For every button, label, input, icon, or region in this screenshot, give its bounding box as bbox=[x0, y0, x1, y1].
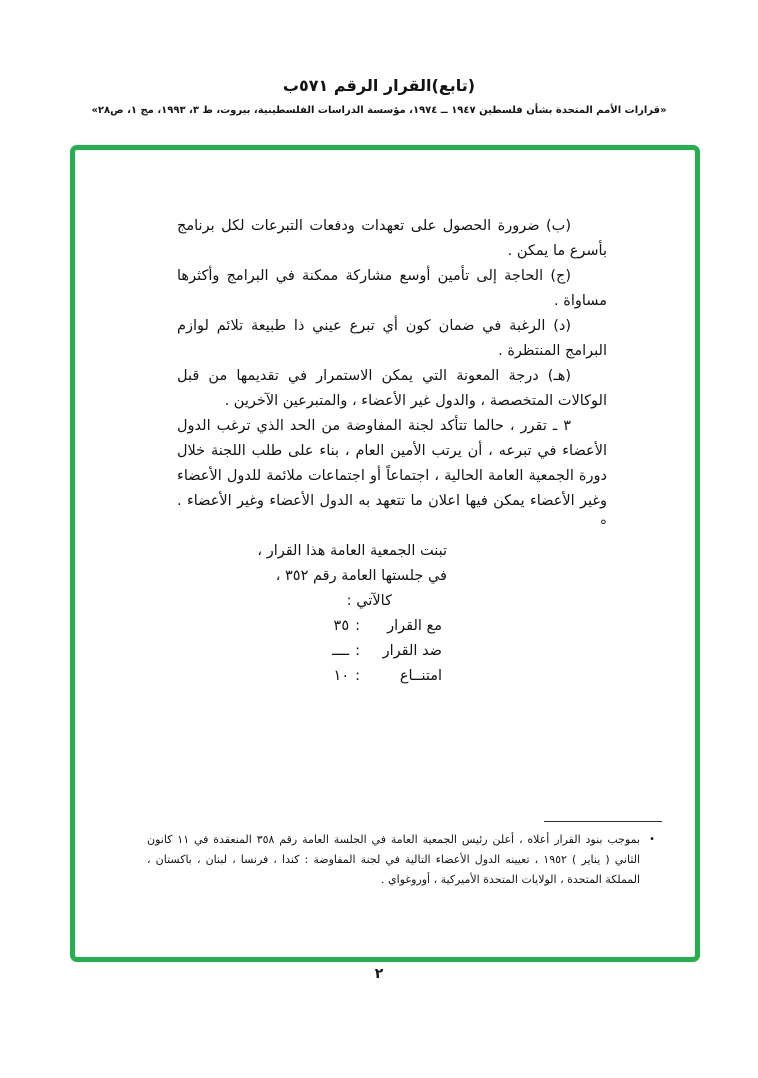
vote-row-abstain bbox=[177, 664, 442, 689]
paragraph-b: (ب) ضرورة الحصول على تعهدات ودفعات التبرعات لكل برنامج بأسرع ما يمكن . bbox=[177, 218, 607, 259]
vote-against-colon: : bbox=[355, 643, 360, 659]
vote-against-value: ــــ bbox=[332, 643, 350, 659]
vote-row-against bbox=[177, 639, 442, 664]
paragraph-h: (هـ) درجة المعونة التي يمكن الاستمرار في تقديمها من قبل الوكالات المتخصصة ، والدول غير الأعضاء ، والمتبرعين الآخرين . bbox=[177, 368, 607, 409]
vote-for-value: ٣٥ bbox=[333, 618, 350, 634]
paragraph-operative-3: ٣ ـ تقرر ، حالما تتأكد لجنة المفاوضة من الحد الذي ترغب الدول الأعضاء في تبرعه ، أن يرتب الأمين العام ، بناء على طلب اللجنة خلال دورة الجمعية العامة الحالية ، اجتماعاً أو اجتماعات ملائمة للدول الأعضاء وغير الأعضاء يمكن فيها اعلان ما تتعهد به الدول الأعضاء وغير الأعضاء . ° bbox=[177, 418, 607, 534]
vote-abstain-value: ١٠ bbox=[333, 668, 350, 684]
vote-abstain-label: امتنــاع bbox=[399, 668, 442, 684]
footnote-text: بموجب بنود القرار أعلاه ، أعلن رئيس الجمعية العامة في الجلسة العامة رقم ٣٥٨ المنعقدة في ١١ كانون الثاني ( يناير ) ١٩٥٢ ، تعيينه الدول الأعضاء التالية في لجنة المفاوضة : كندا ، فرنسا ، لبنان ، باكستان ، المملكة المتحدة ، الولايات المتحدة الأميركية ، أوروغواي . bbox=[147, 833, 641, 886]
paragraph-d: (د) الرغبة في ضمان كون أي تبرع عيني ذا طبيعة تلائم لوازم البرامج المنتظرة . bbox=[177, 318, 607, 359]
footnote bbox=[147, 830, 655, 890]
paragraph-j: (ج) الحاجة إلى تأمين أوسع مشاركة ممكنة في البرامج وأكثرها مساواة . bbox=[177, 268, 607, 309]
adoption-line-3: كالآتي : bbox=[346, 593, 392, 609]
adoption-line-1: تبنت الجمعية العامة هذا القرار ، bbox=[257, 543, 447, 559]
footnote-divider bbox=[544, 821, 662, 822]
page-number: ٢ bbox=[374, 966, 384, 982]
vote-for-colon: : bbox=[355, 618, 360, 634]
vote-for-label: مع القرار bbox=[387, 618, 442, 634]
adoption-line-2: في جلستها العامة رقم ٣٥٢ ، bbox=[275, 568, 447, 584]
vote-abstain-colon: : bbox=[355, 668, 360, 684]
vote-results bbox=[177, 614, 442, 689]
resolution-body bbox=[177, 214, 607, 689]
footnote-bullet-icon: • bbox=[649, 834, 655, 845]
vote-against-label: ضد القرار bbox=[382, 643, 442, 659]
vote-row-for bbox=[177, 614, 442, 639]
source-citation: «قرارات الأمم المتحدة بشأن فلسطين ١٩٤٧ ــ ١٩٧٤، مؤسسة الدراسات الفلسطينية، بيروت، ط ٣، ١٩٩٣، مج ١، ص٢٨» bbox=[91, 105, 667, 116]
adoption-statement bbox=[177, 539, 447, 614]
resolution-continuation-title: (تابع)القرار الرقم ٥٧١ب bbox=[282, 76, 476, 95]
green-annotation-box bbox=[70, 145, 700, 962]
